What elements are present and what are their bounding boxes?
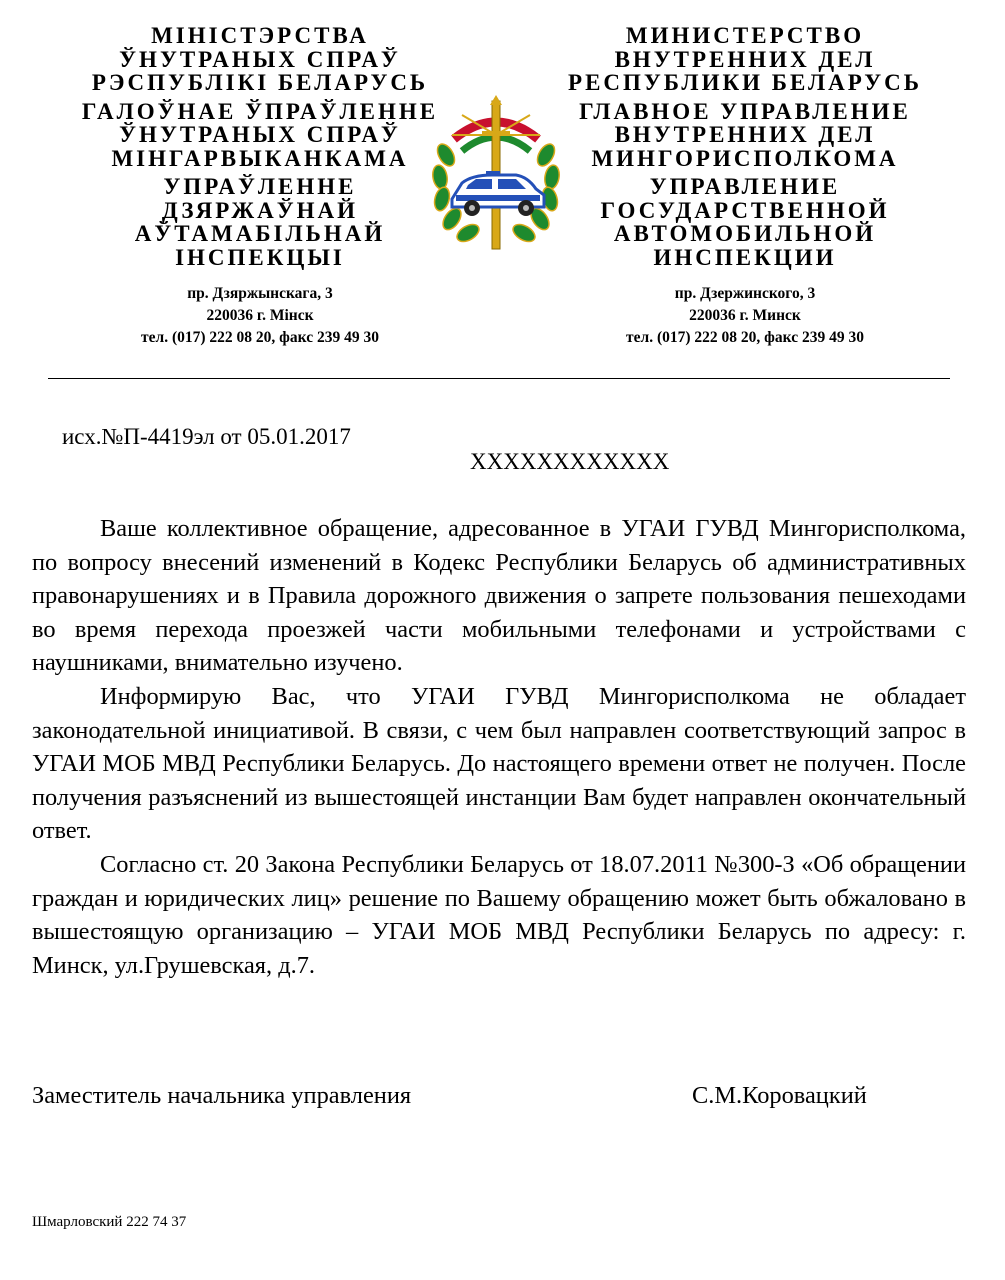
department-name-be <box>60 175 460 269</box>
ministry-name-be <box>60 24 460 95</box>
department-line: УПРАВЛЕНИЕ <box>649 174 841 199</box>
department-line: МИНГОРИСПОЛКОМА <box>591 145 899 171</box>
department-line: ІНСПЕКЦЫІ <box>175 244 345 270</box>
body-paragraph: Согласно ст. 20 Закона Республики Беларусь от 18.07.2011 №300-З «Об обращении граждан и юридических лиц» решение по Вашему обращению может быть обжаловано в вышестоящую организацию – УГАИ МОБ МВД Республики Беларусь по адресу: г. Минск, ул.Грушевская, д.7. <box>32 850 966 979</box>
department-line: АВТОМОБИЛЬНОЙ <box>613 221 877 246</box>
letterhead-russian <box>545 24 945 349</box>
department-line: МІНГАРВЫКАНКАМА <box>111 145 409 171</box>
ministry-line: РЕСПУБЛИКИ БЕЛАРУСЬ <box>568 70 922 95</box>
address-line: 220036 г. Минск <box>689 307 801 324</box>
ministry-line: ЎНУТРАНЫХ СПРАЎ <box>119 46 401 72</box>
department-name-ru <box>545 175 945 269</box>
department-line: ЎНУТРАНЫХ СПРАЎ <box>119 122 401 147</box>
address-line: пр. Дзержинского, 3 <box>674 285 816 302</box>
letterhead-belarusian <box>60 24 460 349</box>
ministry-name-ru <box>545 24 945 95</box>
header-divider <box>48 378 950 379</box>
address-line: 220036 г. Мінск <box>206 307 314 324</box>
executor-note: Шмарловский 222 74 37 <box>32 1214 187 1230</box>
main-department-name-ru <box>545 100 945 171</box>
recipient-name: XXXXXXXXXXXX <box>470 449 670 474</box>
department-line: ИНСПЕКЦИИ <box>653 244 837 270</box>
department-line: ГАЛОЎНАЕ ЎПРАЎЛЕННЕ <box>81 98 439 124</box>
address-line: тел. (017) 222 08 20, факс 239 49 30 <box>626 329 864 346</box>
signature-name: С.М.Коровацкий <box>692 1082 867 1109</box>
signature-title: Заместитель начальника управления <box>32 1082 412 1109</box>
ministry-line: ВНУТРЕННИХ ДЕЛ <box>614 46 876 72</box>
address-ru <box>545 283 945 349</box>
department-line: УПРАЎЛЕННЕ <box>163 174 357 199</box>
department-line: ДЗЯРЖАЎНАЙ <box>161 197 359 223</box>
ministry-line: РЭСПУБЛІКІ БЕЛАРУСЬ <box>91 70 429 95</box>
department-line: ГЛАВНОЕ УПРАВЛЕНИЕ <box>579 98 911 124</box>
ministry-line: МІНІСТЭРСТВА <box>151 23 369 48</box>
department-line: АЎТАМАБІЛЬНАЙ <box>134 221 386 246</box>
outgoing-number: исх.№П-4419эл от 05.01.2017 <box>62 424 351 449</box>
department-line: ГОСУДАРСТВЕННОЙ <box>600 197 890 223</box>
address-be <box>60 283 460 349</box>
address-line: тел. (017) 222 08 20, факс 239 49 30 <box>141 329 379 346</box>
address-line: пр. Дзяржынскага, 3 <box>187 285 333 302</box>
ministry-line: МИНИСТЕРСТВО <box>625 23 865 48</box>
letter-body <box>32 512 966 982</box>
main-department-name-be <box>60 100 460 171</box>
department-line: ВНУТРЕННИХ ДЕЛ <box>614 122 876 147</box>
traffic-police-emblem-icon <box>432 95 560 255</box>
body-paragraph: Информирую Вас, что УГАИ ГУВД Мингорисполкома не обладает законодательной инициативой. В связи, с чем был направлен соответствующий запрос в УГАИ МОБ МВД Республики Беларусь. До настоящего времени ответ не получен. После получения разъяснений из вышестоящей инстанции Вам будет направлен окончательный ответ. <box>32 682 966 845</box>
body-paragraph: Ваше коллективное обращение, адресованное в УГАИ ГУВД Мингорисполкома, по вопросу внесений изменений в Кодекс Республики Беларусь об административных правонарушениях и в Правила дорожного движения о запрете пользования пешеходами во время перехода проезжей части мобильными телефонами и устройствами с наушниками, внимательно изучено. <box>32 515 966 677</box>
